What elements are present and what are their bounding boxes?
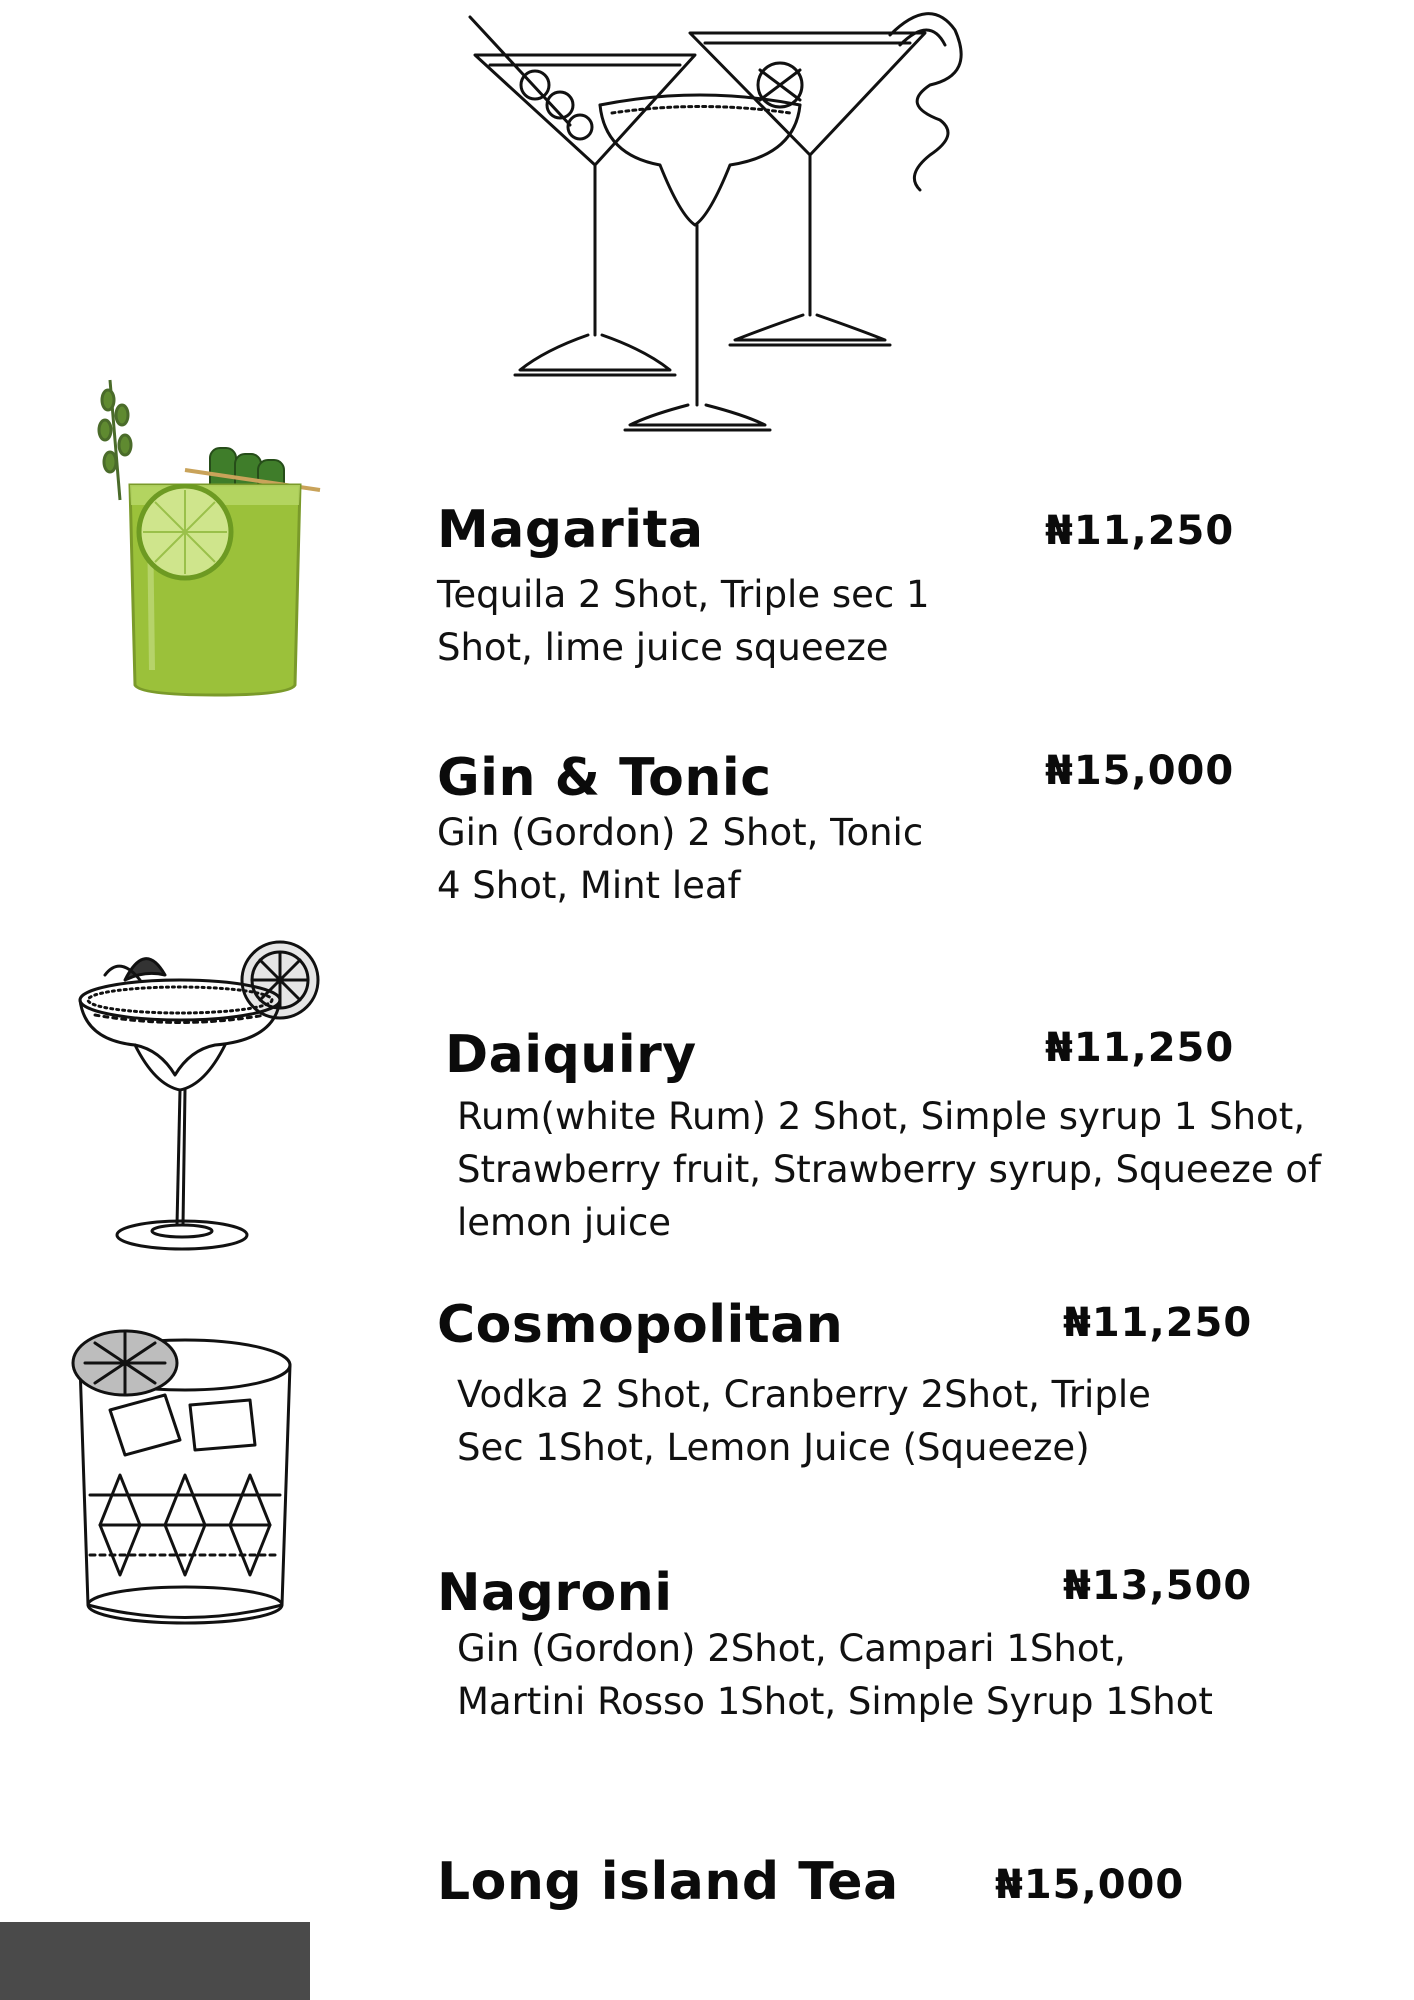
- green-cocktail-photo-icon: [90, 370, 330, 710]
- item-description: Tequila 2 Shot, Triple sec 1 Shot, lime juice squeeze: [437, 573, 930, 669]
- margarita-glass-sketch-icon: [65, 935, 330, 1270]
- footer-corner-block: [0, 1922, 310, 2000]
- item-price: ₦11,250: [1045, 508, 1235, 554]
- item-name: Cosmopolitan: [437, 1295, 844, 1355]
- item-description: Gin (Gordon) 2 Shot, Tonic 4 Shot, Mint leaf: [437, 811, 924, 907]
- item-name: Daiquiry: [445, 1025, 697, 1085]
- item-name: Nagroni: [437, 1563, 673, 1623]
- item-name: Long island Tea: [437, 1852, 899, 1912]
- item-price: ₦15,000: [1045, 748, 1235, 794]
- item-price: ₦11,250: [1045, 1025, 1235, 1071]
- item-price: ₦13,500: [1063, 1563, 1253, 1609]
- item-price: ₦15,000: [995, 1862, 1185, 1908]
- item-description: Vodka 2 Shot, Cranberry 2Shot, Triple Sec 1Shot, Lemon Juice (Squeeze): [457, 1373, 1151, 1469]
- item-description: Rum(white Rum) 2 Shot, Simple syrup 1 Shot, Strawberry fruit, Strawberry syrup, Squeeze of lemon juice: [457, 1095, 1322, 1244]
- item-name: Gin & Tonic: [437, 748, 772, 808]
- item-price: ₦11,250: [1063, 1300, 1253, 1346]
- item-description: Gin (Gordon) 2Shot, Campari 1Shot, Martini Rosso 1Shot, Simple Syrup 1Shot: [457, 1627, 1213, 1723]
- three-cocktail-glasses-sketch-icon: [460, 5, 970, 440]
- rocks-glass-sketch-icon: [70, 1325, 300, 1635]
- item-name: Magarita: [437, 500, 704, 560]
